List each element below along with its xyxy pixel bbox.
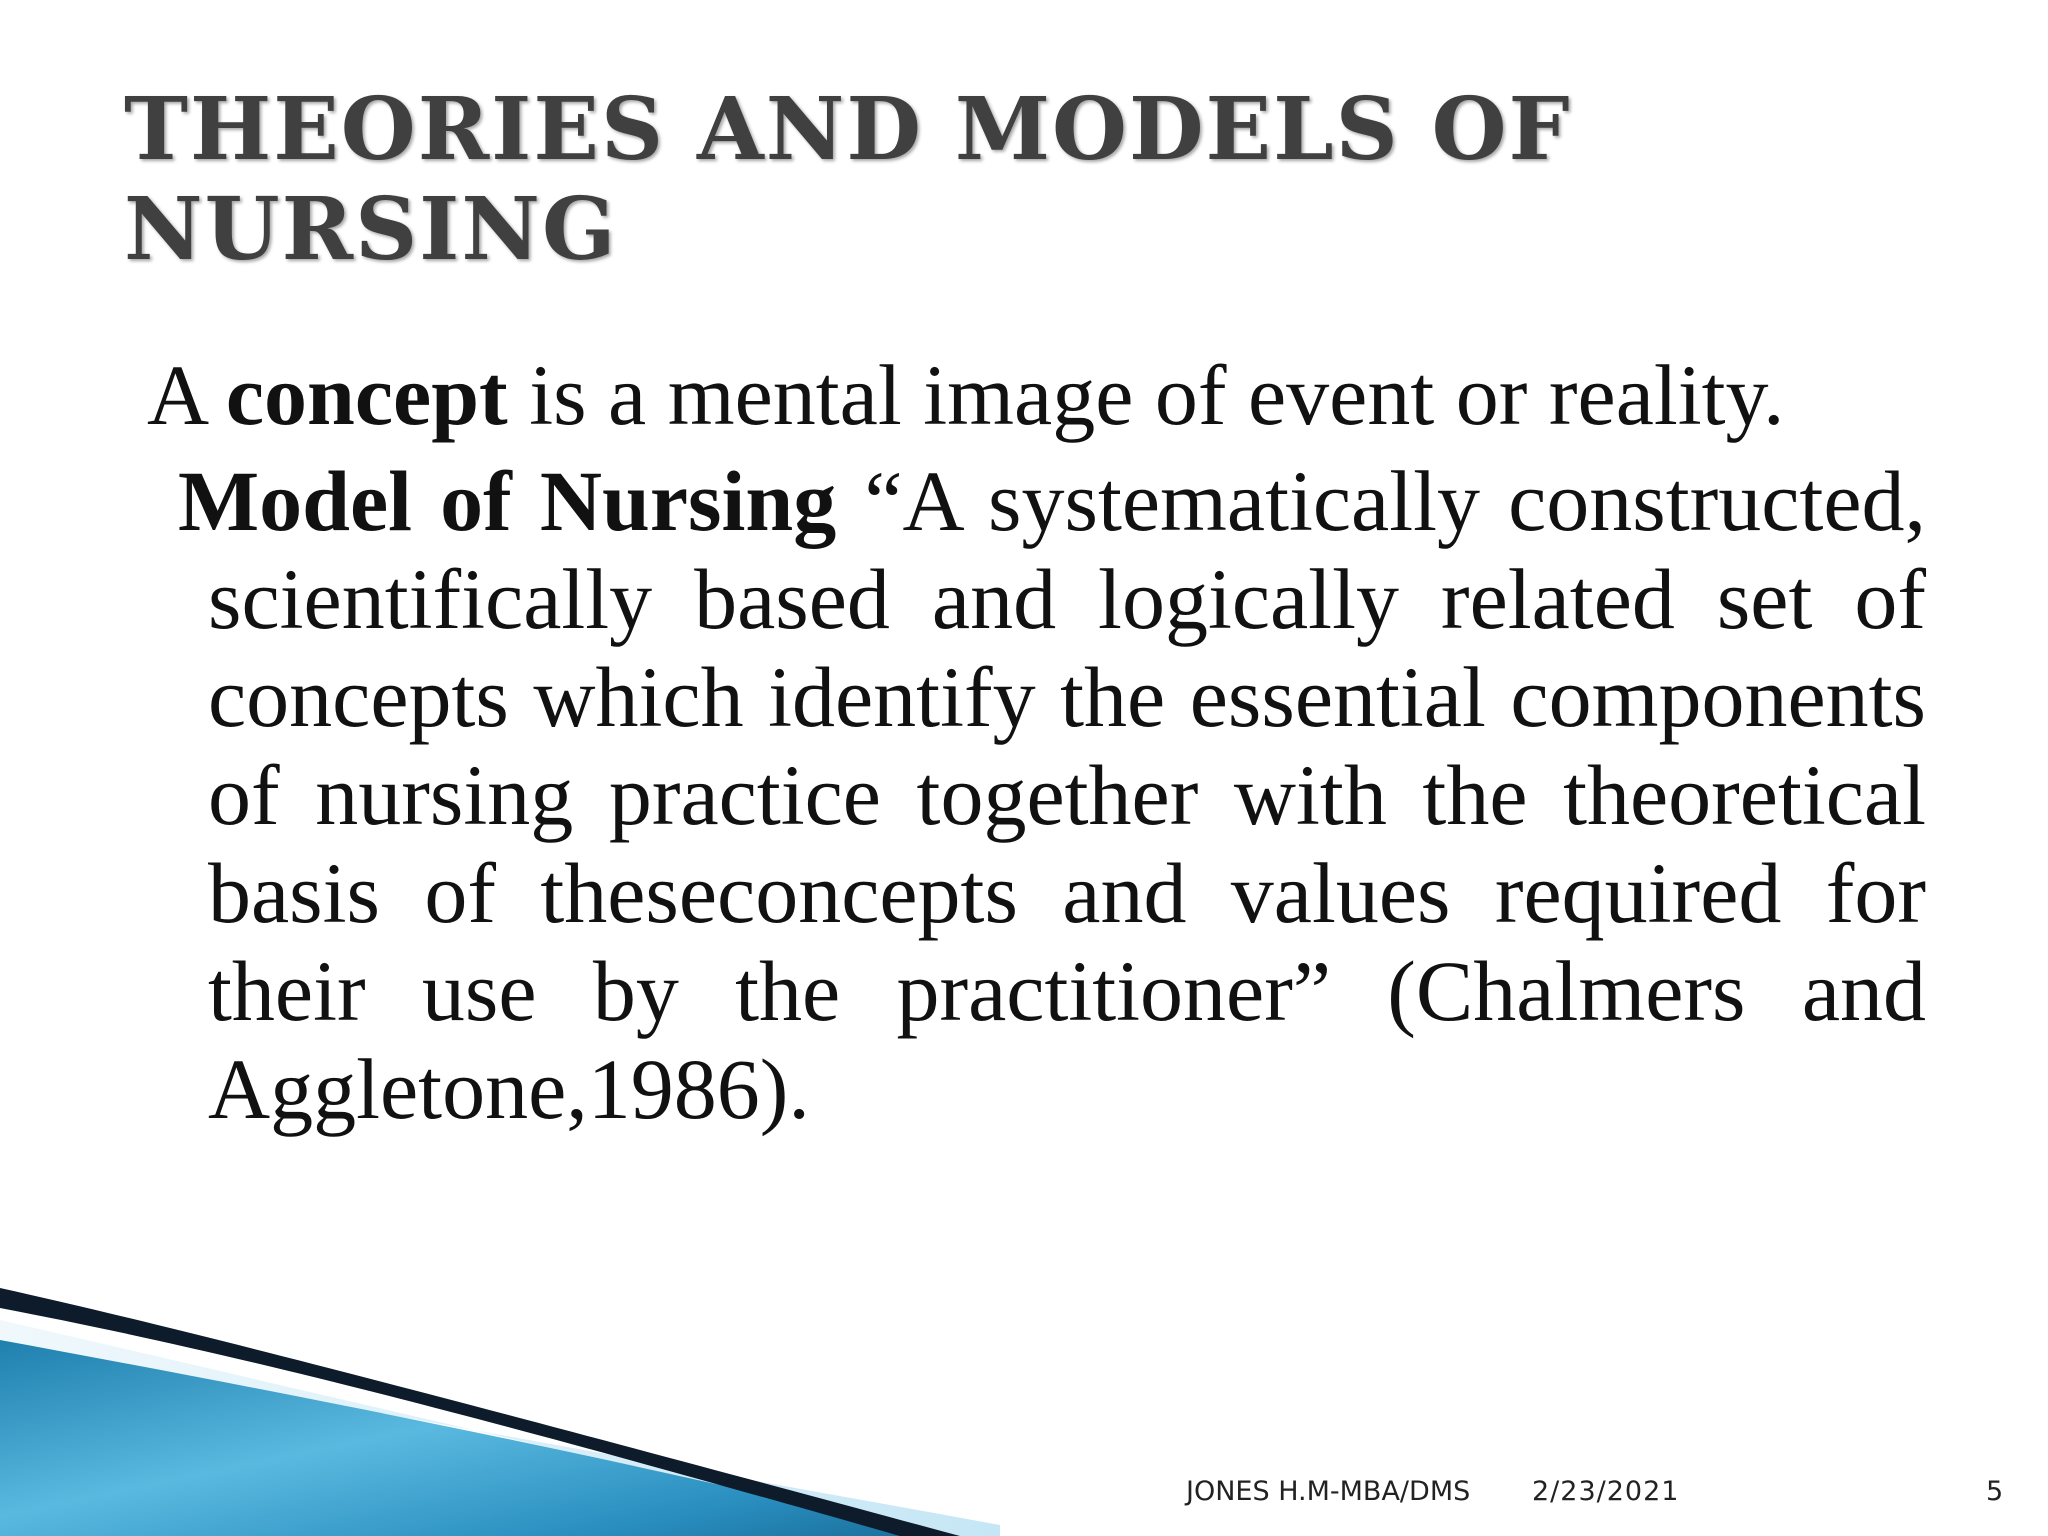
concept-definition bbox=[147, 340, 1947, 450]
concept-prefix: A bbox=[147, 347, 205, 443]
decorative-swoosh bbox=[0, 1270, 1000, 1536]
slide-number: 5 bbox=[1986, 1476, 2004, 1507]
footer-author: JONES H.M-MBA/DMS bbox=[1186, 1476, 1471, 1507]
footer-date: 2/23/2021 bbox=[1532, 1476, 1680, 1507]
model-term: Model of Nursing bbox=[178, 453, 837, 549]
model-definition bbox=[178, 452, 1927, 1138]
concept-definition-text: is a mental image of event or reality. bbox=[529, 347, 1785, 443]
slide-title: THEORIES AND MODELS OF NURSING bbox=[124, 79, 1572, 280]
model-definition-text: “A systematically constructed, scientifically based and logically related set of concepts which identify the essential components of nursing practice together with the theoretical basis of theseconcepts and values required for their use by the practitioner” (Chalmers and Aggletone,1986). bbox=[208, 453, 1927, 1137]
concept-term: concept bbox=[225, 347, 508, 443]
